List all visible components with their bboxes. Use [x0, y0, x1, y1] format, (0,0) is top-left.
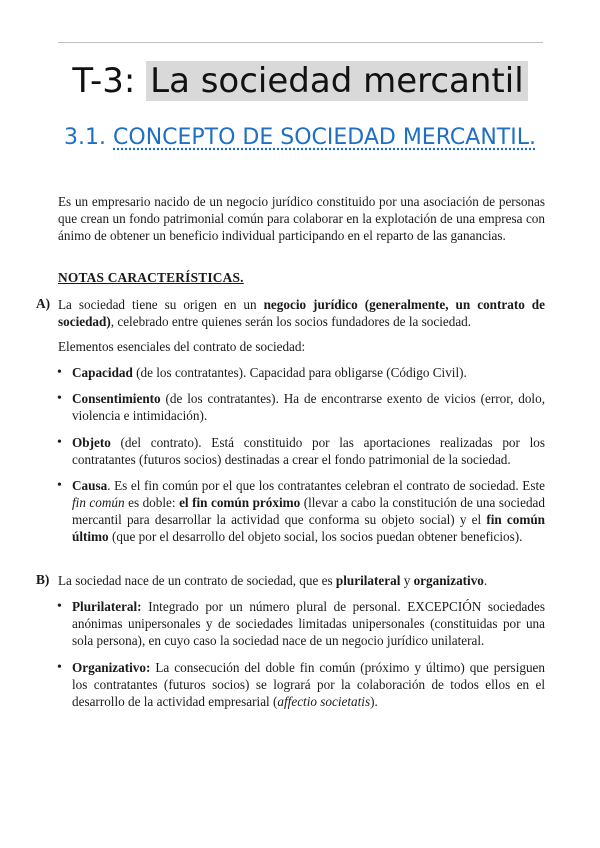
marker-a: A) — [36, 296, 51, 311]
list-item-organizativo — [72, 659, 545, 710]
bullet-icon: • — [57, 365, 62, 380]
causa-bold-3: fin común último — [72, 512, 545, 544]
causa-text-2: es doble: — [124, 495, 180, 510]
bullet-icon: • — [57, 478, 62, 493]
bullet-icon: • — [57, 435, 62, 450]
elements-intro: Elementos esenciales del contrato de sociedad: — [58, 339, 306, 354]
list-item-text: (de los contratantes). Capacidad para obligarse (Código Civil). — [132, 365, 467, 380]
paragraph-a — [58, 296, 545, 330]
organizativo-text-2: ). — [370, 694, 378, 709]
list-item-consentimiento — [72, 390, 545, 424]
paragraph-b-text-3: . — [483, 573, 488, 588]
section-title-text: CONCEPTO DE SOCIEDAD MERCANTIL. — [113, 125, 536, 150]
plurilateral-text: Integrado por un número plural de personal. EXCEPCIÓN sociedades anónimas unipersonales y de sociedades limitadas unipersonales (constituidas por una sola persona), en cuyo caso la sociedad nace de un negocio jurídico unilateral. — [72, 599, 545, 648]
plurilateral-bold: Plurilateral: — [72, 599, 142, 614]
section-title — [60, 122, 540, 153]
organizativo-italic: affectio societatis — [277, 694, 371, 709]
paragraph-b — [58, 572, 545, 589]
title-highlight: La sociedad mercantil — [146, 61, 528, 101]
top-divider — [58, 42, 543, 43]
causa-text-4: (que por el desarrollo del objeto social, los socios puedan obtener beneficios). — [108, 529, 523, 544]
title-prefix: T-3: — [72, 61, 147, 101]
paragraph-b-text-1: La sociedad nace de un contrato de sociedad, que es — [58, 573, 336, 588]
list-item-causa — [72, 477, 545, 545]
notes-heading: NOTAS CARACTERÍSTICAS. — [58, 270, 244, 285]
intro-paragraph: Es un empresario nacido de un negocio jurídico constituido por una asociación de personas que crean un fondo patrimonial común para colaborar en la explotación de una empresa con ánimo de obtener un beneficio individual participando en el reparto de las ganancias. — [58, 194, 545, 243]
paragraph-b-text-2: y — [400, 573, 414, 588]
paragraph-a-text-2: , celebrado entre quienes serán los socios fundadores de la sociedad. — [110, 314, 472, 329]
list-item-bold: Consentimiento — [72, 391, 161, 406]
organizativo-bold: Organizativo: — [72, 660, 151, 675]
page-title — [0, 56, 600, 106]
list-item-text: (del contrato). Está constituido por las aportaciones realizadas por los contratantes (futuros socios) destinadas a crear el fondo patrimonial de la sociedad. — [72, 435, 545, 467]
organizativo-text-1: La consecución del doble fin común (próximo y último) que persiguen los contratantes (futuros socios) se logrará por la colaboración de todos ellos en el desarrollo de la actividad empresarial ( — [72, 660, 545, 709]
marker-b: B) — [36, 572, 50, 587]
list-item-plurilateral — [72, 598, 545, 649]
causa-bold: Causa — [72, 478, 108, 493]
causa-bold-2: el fin común próximo — [179, 495, 301, 510]
list-item-bold: Objeto — [72, 435, 111, 450]
paragraph-b-bold-2: organizativo — [413, 573, 484, 588]
causa-text-1: . Es el fin común por el que los contratantes celebran el contrato de sociedad. Este — [107, 478, 545, 493]
paragraph-a-bold: negocio jurídico (generalmente, un contrato de sociedad) — [58, 297, 545, 329]
bullet-icon: • — [57, 391, 62, 406]
list-item-text: (de los contratantes). Ha de encontrarse exento de vicios (error, dolo, violencia e intimidación). — [72, 391, 545, 423]
paragraph-a-text-1: La sociedad tiene su origen en un — [58, 297, 264, 312]
bullet-icon: • — [57, 599, 62, 614]
list-item-capacidad — [72, 364, 545, 381]
causa-italic: fin común — [72, 495, 125, 510]
section-number: 3.1. — [64, 125, 114, 150]
causa-text-3: (llevar a cabo la constitución de una sociedad mercantil para desarrollar la actividad que conforma su objeto social) y el — [72, 495, 545, 527]
list-item-objeto — [72, 434, 545, 468]
paragraph-b-bold-1: plurilateral — [335, 573, 401, 588]
bullet-icon: • — [57, 660, 62, 675]
list-item-bold: Capacidad — [72, 365, 133, 380]
